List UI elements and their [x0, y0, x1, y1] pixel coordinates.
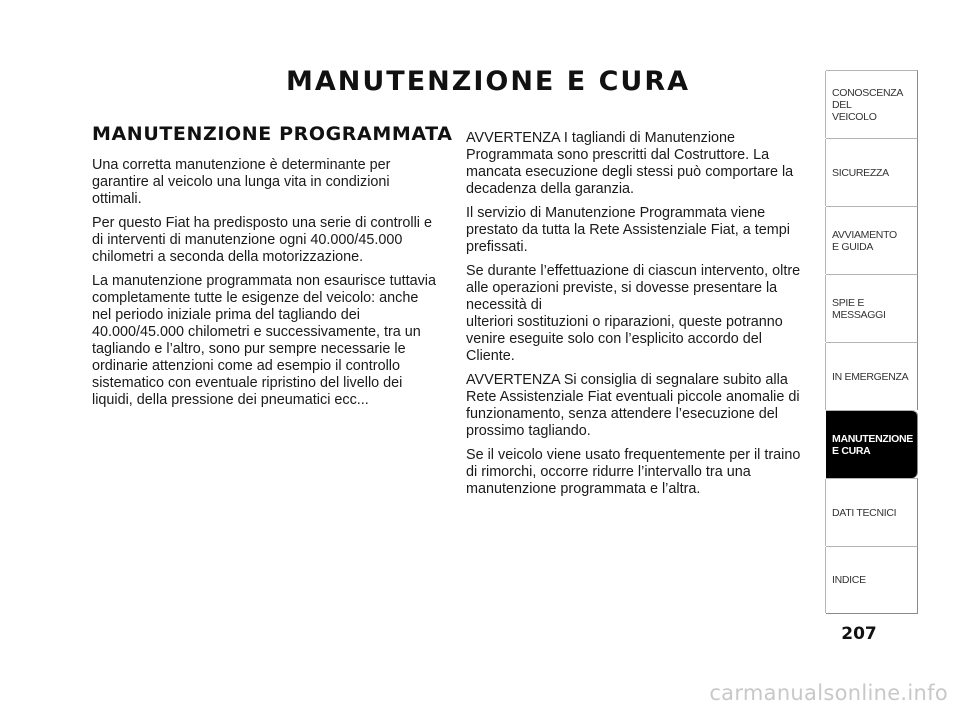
section-heading: MANUTENZIONE PROGRAMMATA	[92, 123, 453, 145]
left-column	[92, 123, 453, 416]
paragraph: La manutenzione programmata non esaurisce tuttavia completamente tutte le esigenze del veicolo: anche nel periodo iniziale prima del tagliando dei 40.000/45.000 chilometri e successivamente, tra un tagliando e l’altro, sono pur sempre necessarie le ordinarie attenzioni come ad esempio il controllo sistematico con eventuale ripristino del livello dei liquidi, della pressione dei pneumatici ecc...	[92, 273, 436, 408]
tab-label: SICUREZZA	[832, 166, 889, 179]
paragraph: Per questo Fiat ha predisposto una serie di controlli e di interventi di manutenzione ogni 40.000/45.000 chilometri a seconda della motorizzazione.	[92, 215, 432, 265]
tab-dati-tecnici[interactable]	[826, 478, 918, 546]
tab-sicurezza[interactable]	[826, 138, 918, 206]
tab-avviamento-e-guida[interactable]	[826, 206, 918, 274]
tab-label: INDICE	[832, 574, 866, 586]
chapter-thumb-index	[826, 70, 918, 614]
paragraph: Se durante l’effettuazione di ciascun intervento, oltre alle operazioni previste, si dovesse presentare la necessità di ulteriori sostituzioni o riparazioni, queste potranno venire eseguite solo con l’esplicito accordo del Cliente.	[466, 263, 801, 364]
tab-spie-e-messaggi[interactable]	[826, 274, 918, 342]
watermark: carmanualsonline.info	[709, 681, 948, 705]
tab-manutenzione-e-cura[interactable]	[826, 410, 918, 478]
tab-label: IN EMERGENZA	[832, 370, 909, 383]
right-column	[466, 130, 812, 505]
warning-paragraph: AVVERTENZA Si consiglia di segnalare subito alla Rete Assistenziale Fiat eventuali piccole anomalie di funzionamento, senza attendere l’esecuzione del prossimo tagliando.	[466, 372, 800, 439]
tab-label: SPIE E MESSAGGI	[832, 296, 886, 321]
page-title: MANUTENZIONE E CURA	[286, 66, 691, 97]
paragraph: Una corretta manutenzione è determinante per garantire al veicolo una lunga vita in condizioni ottimali.	[92, 157, 391, 207]
paragraph: Se il veicolo viene usato frequentemente per il traino di rimorchi, occorre ridurre l’intervallo tra una manutenzione programmata e l’altra.	[466, 447, 801, 497]
paragraph: Il servizio di Manutenzione Programmata viene prestato da tutta la Rete Assistenziale Fiat, a tempi prefissati.	[466, 205, 790, 255]
tab-label: AVVIAMENTO E GUIDA	[832, 228, 897, 253]
tab-label: DATI TECNICI	[832, 506, 897, 519]
tab-in-emergenza[interactable]	[826, 342, 918, 410]
tab-label: MANUTENZIONE E CURA	[832, 432, 913, 457]
warning-paragraph: AVVERTENZA I tagliandi di Manutenzione Programmata sono prescritti dal Costruttore. La mancata esecuzione degli stessi può comportare la decadenza della garanzia.	[466, 130, 794, 197]
tab-indice[interactable]	[826, 546, 918, 614]
tab-conoscenza-del-veicolo[interactable]	[826, 70, 918, 138]
tab-label: CONOSCENZA DEL VEICOLO	[832, 86, 904, 123]
page-number: 207	[841, 624, 877, 644]
